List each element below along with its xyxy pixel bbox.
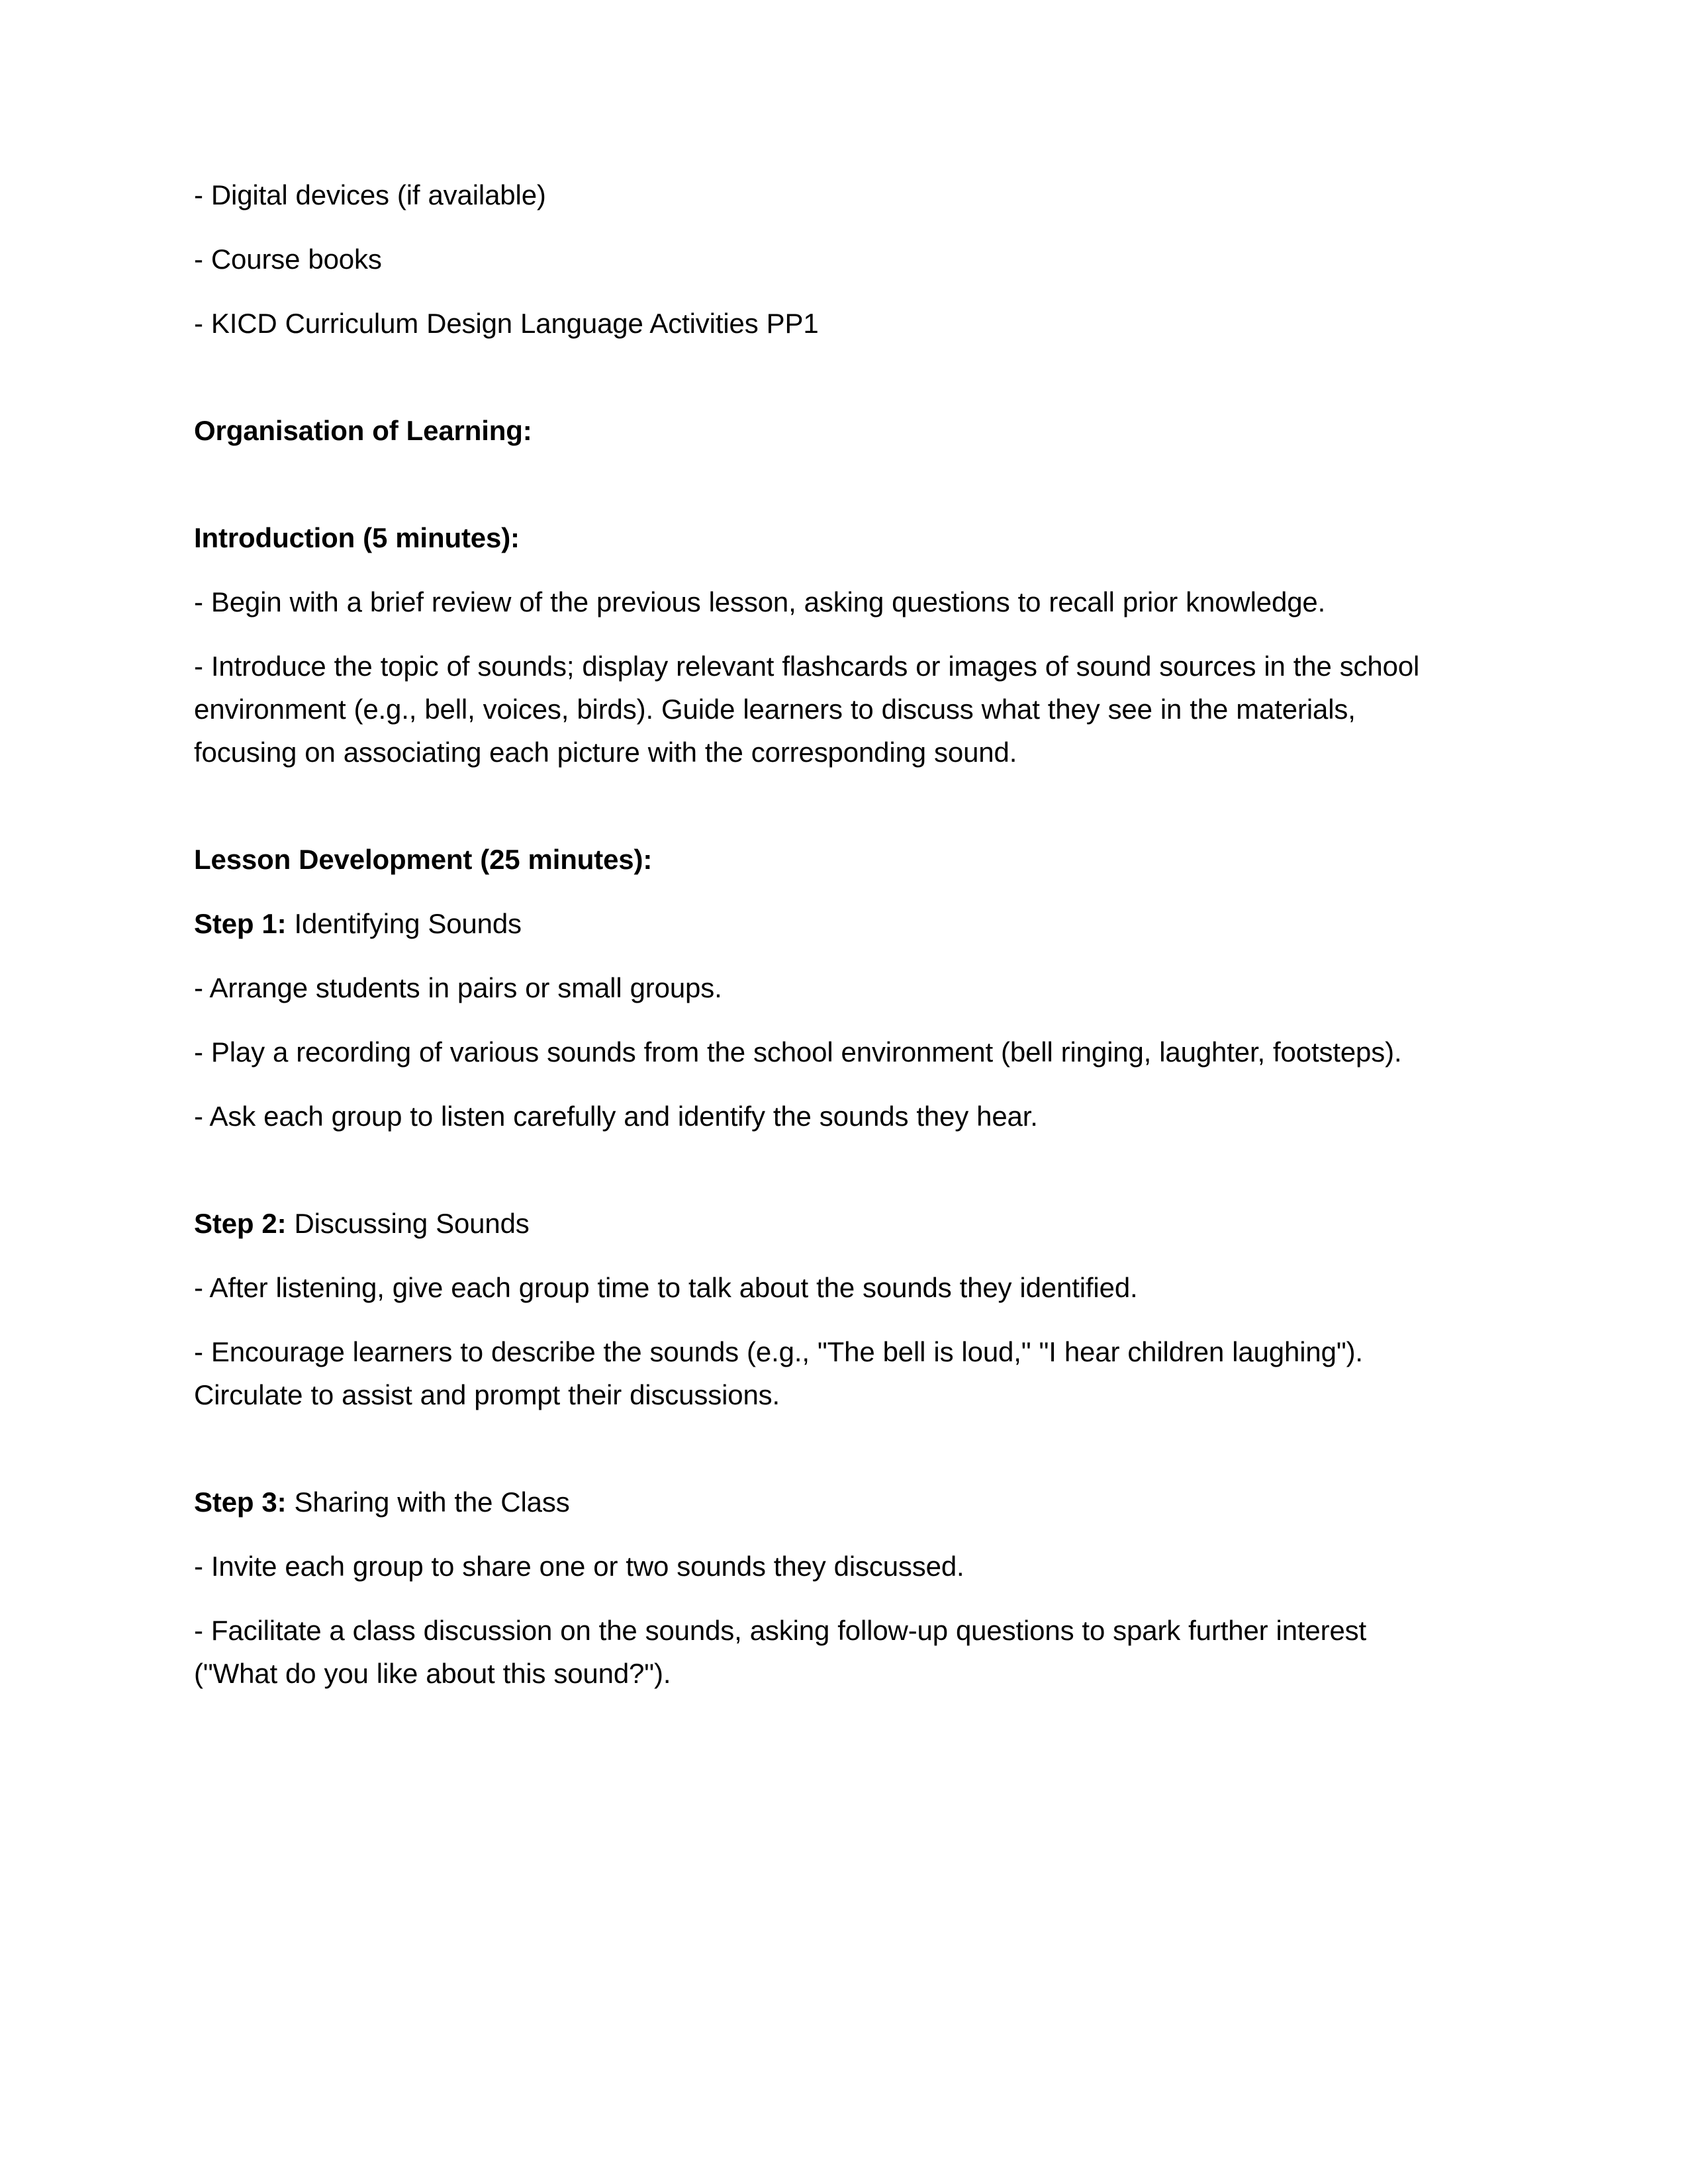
bullet-intro-topic-of-sounds: - Introduce the topic of sounds; display relevant flashcards or images of sound sources in the school environment (e.g., bell, voices, birds). Guide learners to discuss what they see in the materials, focusing on associating each picture with the corresponding sound. xyxy=(194,651,1420,768)
blank-line-1 xyxy=(194,366,1430,409)
bullet-intro-review: - Begin with a brief review of the previous lesson, asking questions to recall prior knowledge. xyxy=(194,586,1326,617)
heading-organisation-of-learning: Organisation of Learning: xyxy=(194,415,532,446)
bullet-step2-after-listening: - After listening, give each group time to talk about the sounds they identified. xyxy=(194,1272,1138,1303)
step-1-subtitle: Identifying Sounds xyxy=(286,908,522,939)
bullet-kicd-curriculum: - KICD Curriculum Design Language Activities PP1 xyxy=(194,308,819,339)
bullet-step1-ask-group-listen: - Ask each group to listen carefully and identify the sounds they hear. xyxy=(194,1101,1038,1132)
blank-line-3 xyxy=(194,795,1430,838)
bullet-step2-encourage-describe: - Encourage learners to describe the sounds (e.g., "The bell is loud," "I hear children laughing"). Circulate to assist and prompt their discussions. xyxy=(194,1336,1363,1410)
bullet-step3-invite-group-share: - Invite each group to share one or two sounds they discussed. xyxy=(194,1551,964,1582)
heading-lesson-development: Lesson Development (25 minutes): xyxy=(194,844,653,875)
bullet-step1-play-recording: - Play a recording of various sounds from the school environment (bell ringing, laughter, footsteps). xyxy=(194,1036,1402,1068)
step-1-label: Step 1: xyxy=(194,908,287,939)
step-2-title xyxy=(194,1202,1430,1245)
step-1-title xyxy=(194,902,1430,945)
step-3-subtitle: Sharing with the Class xyxy=(286,1486,570,1518)
blank-line-2 xyxy=(194,473,1430,516)
bullet-course-books: - Course books xyxy=(194,244,382,275)
heading-introduction: Introduction (5 minutes): xyxy=(194,522,520,553)
blank-line-5 xyxy=(194,1437,1430,1480)
step-2-label: Step 2: xyxy=(194,1208,287,1239)
blank-line-4 xyxy=(194,1159,1430,1202)
step-3-title xyxy=(194,1480,1430,1524)
step-2-subtitle: Discussing Sounds xyxy=(286,1208,530,1239)
step-3-label: Step 3: xyxy=(194,1486,287,1518)
bullet-step1-arrange-students: - Arrange students in pairs or small groups. xyxy=(194,972,722,1003)
document-body xyxy=(194,173,1430,1695)
bullet-step3-facilitate-discussion: - Facilitate a class discussion on the sounds, asking follow-up questions to spark further interest ("What do you like about this sound?"). xyxy=(194,1615,1367,1689)
bullet-digital-devices: - Digital devices (if available) xyxy=(194,179,546,210)
